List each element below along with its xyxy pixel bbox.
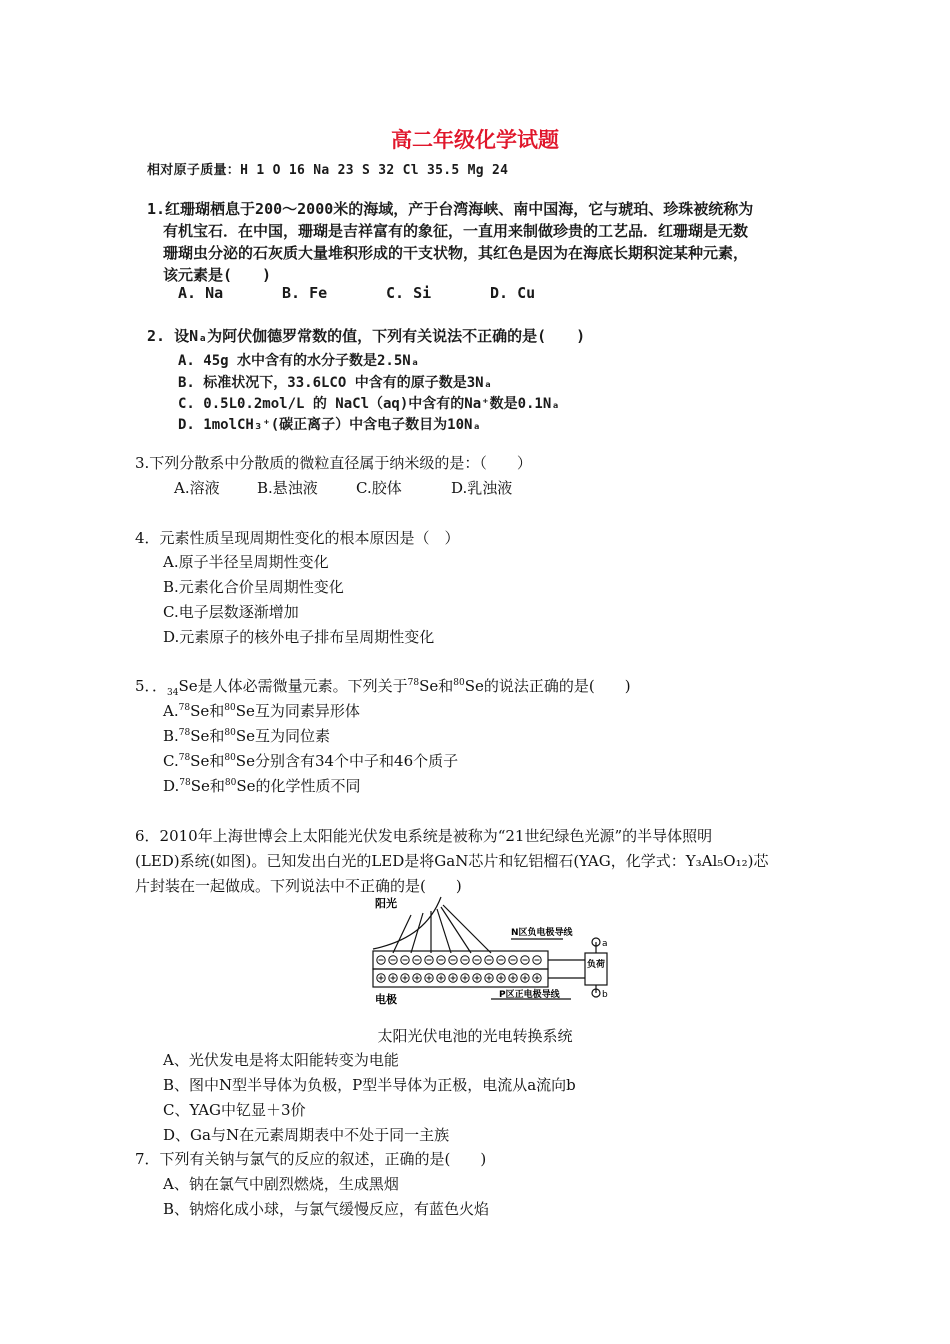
q5-sup-80: 80 [224, 778, 237, 788]
q5-sup-78: 78 [178, 753, 191, 763]
q5-sup-78: 78 [407, 678, 420, 688]
q5-opt-a-prefix: A. [163, 702, 179, 720]
q5-stem [135, 675, 631, 698]
q7-option-a: A、钠在氯气中剧烈燃烧，生成黑烟 [163, 1175, 399, 1193]
q5-sup-78: 78 [178, 703, 191, 713]
q5-stem-mid: Se是人体必需微量元素。下列关于 [178, 677, 408, 695]
q5-se: Se [190, 702, 210, 720]
q5-se: Se [190, 777, 210, 795]
sunlight-label: 阳光 [375, 897, 397, 910]
q6-option-c: C、YAG中钇显＋3价 [163, 1101, 306, 1119]
q1-option-b: B. Fe [282, 284, 328, 302]
q5-opt-b-prefix: B. [163, 727, 179, 745]
q4-option-a: A.原子半径呈周期性变化 [163, 553, 329, 571]
q5-opt-d-prefix: D. [163, 777, 180, 795]
q5-se: Se [419, 677, 439, 695]
q4-stem: 4．元素性质呈现周期性变化的根本原因是（ ） [135, 529, 460, 547]
q6-line-1: 6．2010年上海世博会上太阳能光伏发电系统是被称为“21世纪绿色光源”的半导体照明 [135, 827, 713, 845]
electrode-label: 电极 [375, 993, 397, 1005]
q5-and: 和 [438, 677, 454, 695]
ray [441, 907, 471, 953]
q2-option-a: A. 45g 水中含有的水分子数是2.5Nₐ [178, 353, 420, 369]
figure-caption: 太阳光伏电池的光电转换系统 [377, 1027, 573, 1045]
q5-sup-80: 80 [453, 678, 465, 688]
q5-and: 和 [209, 727, 225, 745]
q5-and: 和 [209, 777, 225, 795]
q5-stem-end: Se的说法正确的是( ) [464, 677, 631, 695]
q1-line-3: 珊瑚虫分泌的石灰质大量堆积形成的干支状物，其红色是因为在海底长期积淀某种元素， [163, 244, 749, 262]
q1-option-a: A. Na [178, 284, 224, 302]
q4-option-b: B.元素化合价呈周期性变化 [163, 578, 344, 596]
ray [393, 915, 411, 953]
n-charges [377, 956, 541, 964]
q1-line-2: 有机宝石．在中国，珊瑚是吉祥富有的象征，一直用来制做珍贵的工艺品．红珊瑚是无数 [163, 222, 749, 240]
q4-option-d: D.元素原子的核外电子排布呈周期性变化 [163, 628, 435, 646]
q5-opt-a-tail: Se互为同素异形体 [235, 702, 360, 720]
q3-option-d: D.乳浊液 [451, 479, 513, 497]
q1-option-d: D. Cu [490, 284, 536, 302]
terminal-b-label: b [602, 990, 608, 1000]
q6-option-d: D、Ga与N在元素周期表中不处于同一主族 [163, 1126, 450, 1144]
q1-option-c: C. Si [386, 284, 432, 302]
q5-se: Se [190, 727, 210, 745]
ray [437, 909, 451, 953]
q6-option-b: B、图中N型半导体为负极，P型半导体为正极，电流从a流向b [163, 1076, 576, 1094]
q5-and: 和 [209, 702, 225, 720]
q7-option-b: B、钠熔化成小球，与氯气缓慢反应，有蓝色火焰 [163, 1200, 490, 1218]
q6-line-3: 片封装在一起做成。下列说法中不正确的是( ) [135, 877, 462, 895]
q1-line-4: 该元素是( ) [163, 266, 272, 284]
q5-prefix: 5．． [135, 677, 168, 695]
q3-option-a: A.溶液 [174, 479, 220, 497]
q4-option-c: C.电子层数逐渐增加 [163, 603, 299, 621]
p-charges [377, 974, 541, 982]
p-wire-label: P区正电极导线 [499, 990, 560, 1000]
q5-opt-c-prefix: C. [163, 752, 179, 770]
q1-line-1: 1.红珊瑚栖息于200～2000米的海域，产于台湾海峡、南中国海，它与琥珀、珍珠被统称为 [147, 200, 754, 218]
q3-stem: 3.下列分散系中分散质的微粒直径属于纳米级的是：（ ） [135, 454, 532, 472]
q5-sup-78: 78 [179, 778, 191, 788]
q5-sup-80: 80 [224, 703, 236, 713]
q2-option-d: D. 1molCH₃⁺(碳正离子）中含电子数目为10Nₐ [178, 417, 481, 433]
q5-option-d [163, 775, 361, 796]
q5-opt-b-tail: Se互为同位素 [235, 727, 331, 745]
photovoltaic-diagram [371, 893, 611, 1005]
q7-stem: 7．下列有关钠与氯气的反应的叙述，正确的是( ) [135, 1150, 487, 1168]
load-label: 负荷 [587, 960, 606, 970]
q5-se: Se [190, 752, 210, 770]
q5-opt-c-tail: Se分别含有34个中子和46个质子 [235, 752, 459, 770]
q5-sup-78: 78 [178, 728, 191, 738]
q5-option-c [163, 750, 458, 771]
page-title: 高二年级化学试题 [391, 127, 559, 152]
atomic-masses: 相对原子质量：H 1 O 16 Na 23 S 32 Cl 35.5 Mg 24 [147, 163, 509, 178]
q6-option-a: A、光伏发电是将太阳能转变为电能 [163, 1051, 399, 1069]
q3-option-b: B.悬浊液 [257, 479, 318, 497]
q2-option-b: B. 标准状况下，33.6LCO 中含有的原子数是3Nₐ [178, 375, 493, 391]
terminal-a-label: a [602, 939, 608, 949]
q6-line-2: (LED)系统(如图)。已知发出白光的LED是将GaN芯片和钇铝榴石(YAG，化学式：Y₃Al₅O₁₂)芯 [135, 852, 769, 870]
q5-opt-d-tail: Se的化学性质不同 [236, 777, 361, 795]
q5-option-a [163, 700, 360, 721]
q5-sup-80: 80 [224, 753, 236, 763]
q5-sup-80: 80 [224, 728, 236, 738]
q3-option-c: C.胶体 [356, 479, 402, 497]
n-wire-label: N区负电极导线 [511, 928, 573, 938]
q2-option-c: C. 0.5L0.2mol/L 的 NaCl（aq)中含有的Na⁺数是0.1Nₐ [178, 396, 560, 412]
q5-option-b [163, 725, 330, 746]
q5-and: 和 [209, 752, 225, 770]
q2-stem: 2. 设Nₐ为阿伏伽德罗常数的值，下列有关说法不正确的是( ) [147, 327, 586, 345]
q5-sub-34: 34 [167, 688, 179, 698]
